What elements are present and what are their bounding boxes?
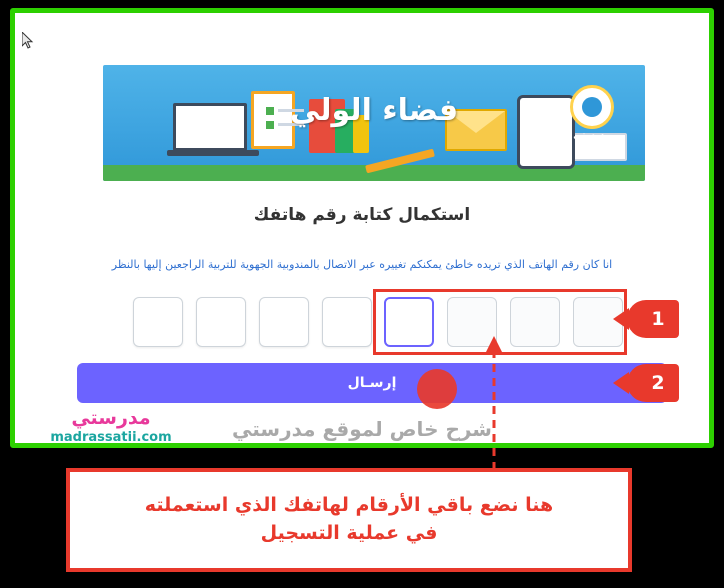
site-logo-label: مدرستي xyxy=(573,131,611,141)
brand-name: مدرستي xyxy=(71,407,151,429)
submit-button[interactable]: إرسـال xyxy=(77,363,667,403)
caption-line-1: هنا نضع باقي الأرقام لهاتفك الذي استعملته xyxy=(144,494,554,517)
banner-title: فضاء الولي xyxy=(289,93,459,128)
page-banner xyxy=(103,65,645,181)
click-marker xyxy=(417,369,457,409)
brand-site: madrassatii.com xyxy=(50,430,172,445)
page-title: استكمال كتابة رقم هاتفك xyxy=(253,205,471,225)
instruction-caption xyxy=(66,468,632,572)
step-badge-1: 1 xyxy=(627,300,679,338)
form-help-note: انا كان رقم الهاتف الذي تريده خاطئ يمكنكم تغييره عبر الاتصال بالمندوبية الجهوية للتربية الراجعين إليها بالنظر xyxy=(111,258,613,271)
step-badge-2: 2 xyxy=(627,364,679,402)
caption-line-2: في عملية التسجيل xyxy=(260,522,438,544)
browser-content-area xyxy=(10,8,714,448)
otp-digit-1[interactable] xyxy=(133,297,183,347)
otp-digit-3[interactable] xyxy=(259,297,309,347)
mouse-cursor-icon xyxy=(22,32,34,50)
otp-digit-4[interactable] xyxy=(322,297,372,347)
brand-logo xyxy=(41,409,181,445)
otp-digit-2[interactable] xyxy=(196,297,246,347)
connector-arrow xyxy=(474,336,514,470)
page-canvas xyxy=(15,13,709,443)
watermark-text: شرح خاص لموقع مدرستي xyxy=(232,417,492,441)
